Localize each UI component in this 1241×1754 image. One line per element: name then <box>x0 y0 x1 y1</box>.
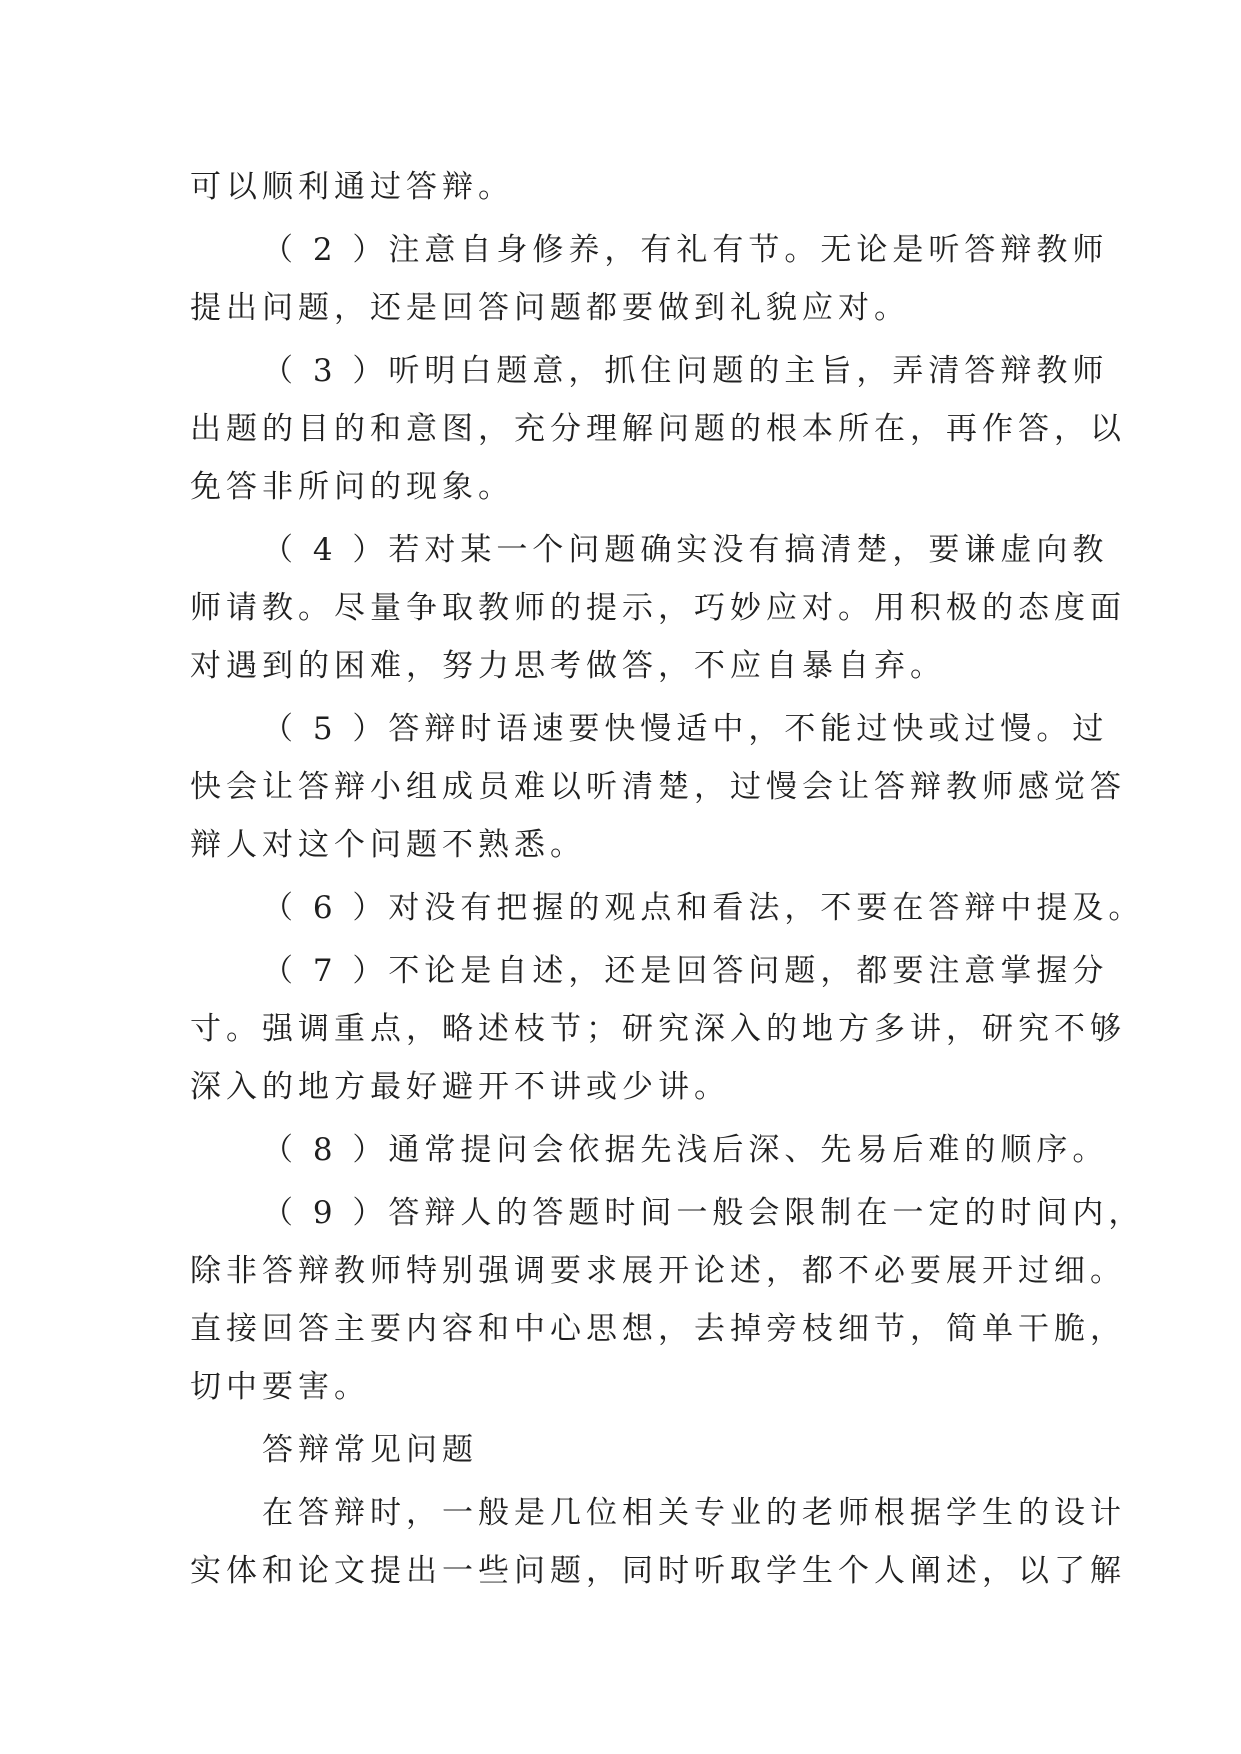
paragraph-item-7 <box>190 942 1126 1116</box>
text-line: （ 2 ）注意自身修养，有礼有节。无论是听答辩教师 <box>262 232 1109 268</box>
text-line: （ 8 ）通常提问会依据先浅后深、先易后难的顺序。 <box>262 1132 1109 1168</box>
text-line: （ 5 ）答辩时语速要快慢适中，不能过快或过慢。过 <box>262 711 1109 747</box>
paragraph-body <box>190 1484 1126 1600</box>
text-line: 快会让答辩小组成员难以听清楚，过慢会让答辩教师感觉答 <box>190 769 1126 805</box>
paragraph-item-9 <box>190 1184 1145 1416</box>
text-line: 免答非所问的现象。 <box>190 469 514 505</box>
text-line: 除非答辩教师特别强调要求展开论述，都不必要展开过细。 <box>190 1253 1126 1289</box>
text-line: （ 3 ）听明白题意，抓住问题的主旨，弄清答辩教师 <box>262 353 1109 389</box>
paragraph-item-5 <box>190 700 1126 874</box>
text-line: （ 9 ）答辩人的答题时间一般会限制在一定的时间内， <box>262 1195 1145 1231</box>
paragraph-item-8 <box>190 1121 1109 1179</box>
section-heading <box>190 1421 1060 1479</box>
text-line: 出题的目的和意图，充分理解问题的根本所在，再作答，以 <box>190 411 1126 447</box>
text-line: 师请教。尽量争取教师的提示，巧妙应对。用积极的态度面 <box>190 590 1126 626</box>
paragraph-item-2 <box>190 221 1109 337</box>
text-line: 在答辩时，一般是几位相关专业的老师根据学生的设计 <box>262 1495 1126 1531</box>
text-line: 可以顺利通过答辩。 <box>190 169 514 205</box>
text-line: 提出问题，还是回答问题都要做到礼貌应对。 <box>190 290 910 326</box>
paragraph-continuation <box>190 158 1060 216</box>
text-line: 对遇到的困难，努力思考做答，不应自暴自弃。 <box>190 648 946 684</box>
text-line: 辩人对这个问题不熟悉。 <box>190 827 586 863</box>
paragraph-item-6 <box>190 879 1145 937</box>
section-heading-text: 答辩常见问题 <box>262 1432 478 1468</box>
text-line: 实体和论文提出一些问题，同时听取学生个人阐述，以了解 <box>190 1553 1126 1589</box>
text-line: 切中要害。 <box>190 1369 370 1405</box>
paragraph-item-3 <box>190 342 1126 516</box>
text-line: 直接回答主要内容和中心思想，去掉旁枝细节，简单干脆， <box>190 1311 1126 1347</box>
text-line: 寸。强调重点，略述枝节；研究深入的地方多讲，研究不够 <box>190 1011 1126 1047</box>
paragraph-item-4 <box>190 521 1126 695</box>
text-line: 深入的地方最好避开不讲或少讲。 <box>190 1069 730 1105</box>
text-line: （ 7 ）不论是自述，还是回答问题，都要注意掌握分 <box>262 953 1109 989</box>
document-body <box>190 158 1145 1600</box>
text-line: （ 4 ）若对某一个问题确实没有搞清楚，要谦虚向教 <box>262 532 1109 568</box>
text-line: （ 6 ）对没有把握的观点和看法，不要在答辩中提及。 <box>262 890 1145 926</box>
